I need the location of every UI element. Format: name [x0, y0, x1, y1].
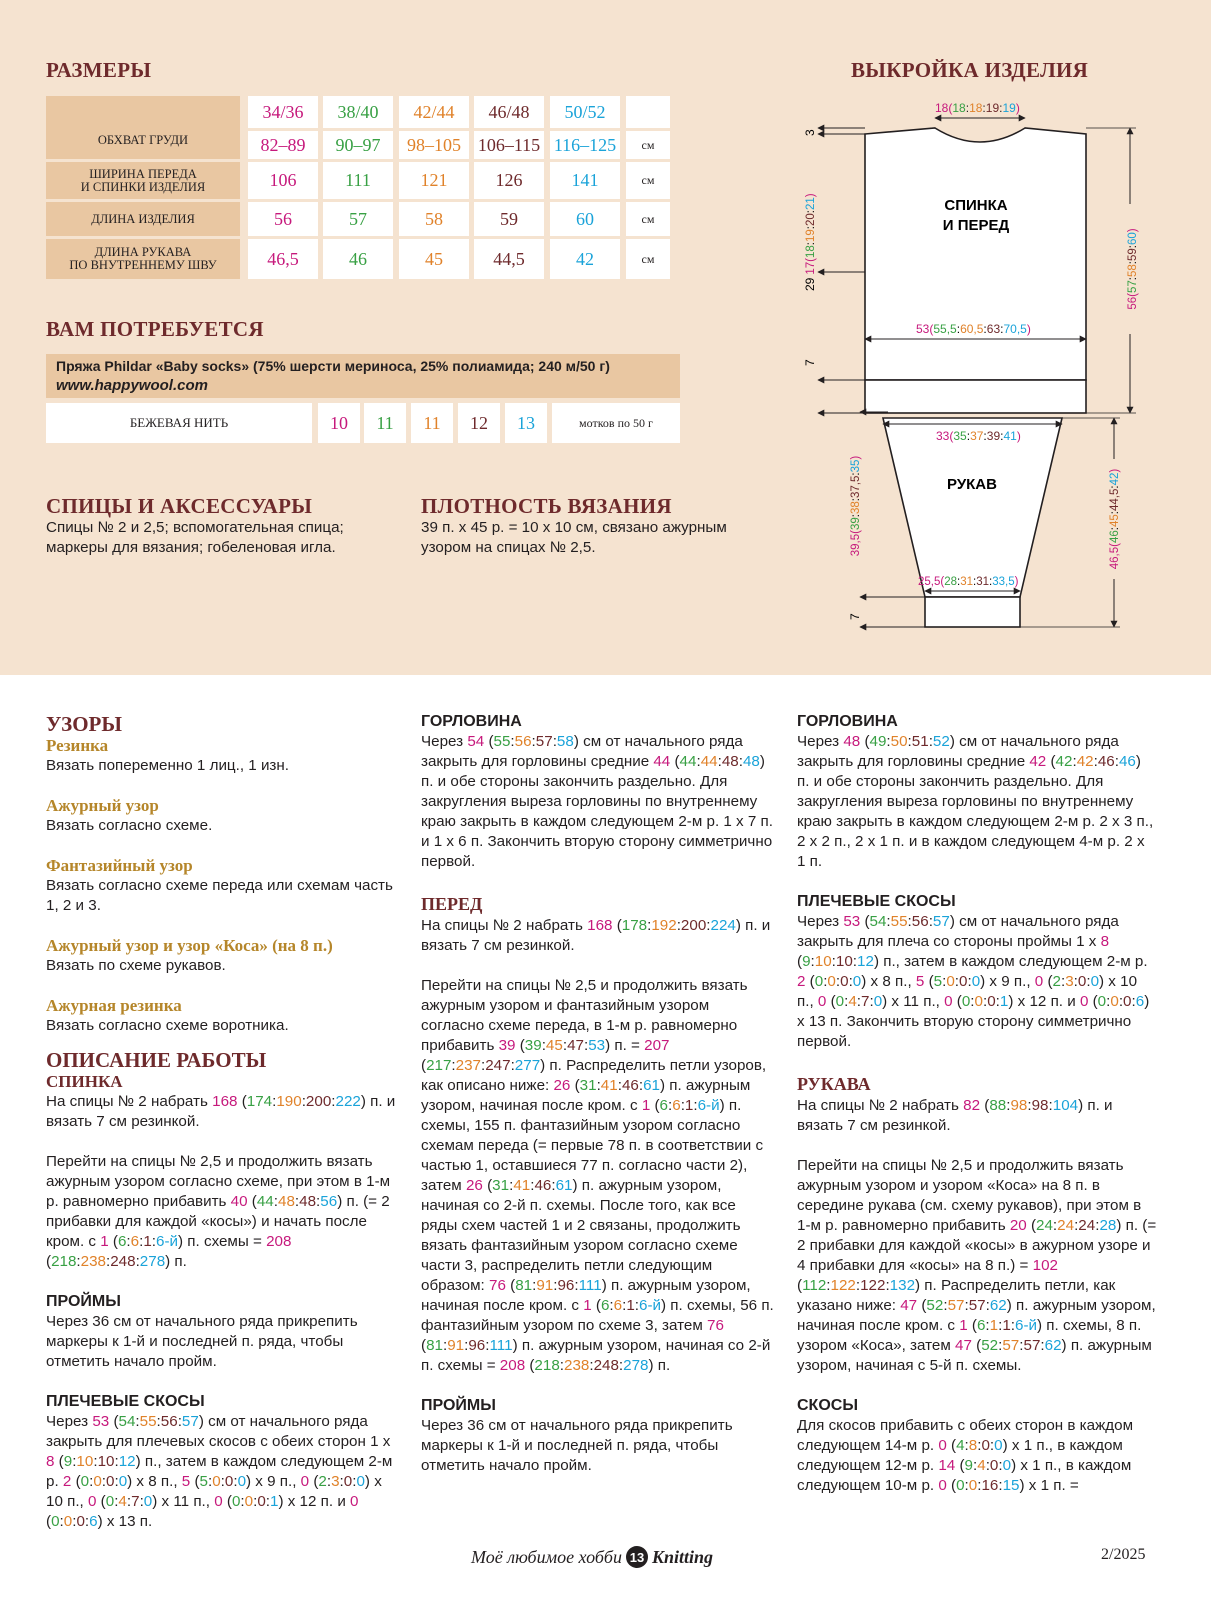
pattern-name: Ажурный узор и узор «Коса» (на 8 п.) — [46, 936, 333, 955]
materials-title: ВАМ ПОТРЕБУЕТСЯ — [46, 317, 264, 341]
pattern-title: ВЫКРОЙКА ИЗДЕЛИЯ — [851, 58, 1089, 82]
width-value: 111 — [323, 162, 393, 199]
part-name: СКОСЫ — [797, 1397, 858, 1414]
chest-value: 98–105 — [399, 131, 469, 159]
size-label: 38/40 — [323, 96, 393, 128]
instruction-text: Вязать согласно схеме воротника. — [46, 1017, 289, 1034]
pattern-name: Ажурный узор — [46, 796, 159, 815]
section-name: Knitting — [651, 1546, 714, 1567]
yarn-site: www.happywool.com — [56, 377, 208, 394]
skein-count: 11 — [364, 403, 406, 443]
part-name: ПЛЕЧЕВЫЕ СКОСЫ — [46, 1393, 205, 1410]
part-name: ГОРЛОВИНА — [421, 713, 522, 730]
width-unit: см — [626, 162, 670, 199]
sleeve-value: 45 — [399, 239, 469, 279]
issue-number: 2/2025 — [1101, 1546, 1146, 1563]
sleeve-outline — [883, 418, 1062, 597]
size-label: 42/44 — [399, 96, 469, 128]
width-value: 106 — [248, 162, 318, 199]
size-label-blank — [626, 96, 670, 128]
row-label-sleeve-box — [46, 239, 240, 279]
column-1 — [46, 712, 396, 1532]
instruction-text: На спицы № 2 набрать 168 (174:190:200:222) п. и вязать 7 см резинкой. — [46, 1093, 396, 1130]
color-label: БЕЖЕВАЯ НИТЬ — [46, 403, 312, 443]
length-value: 59 — [474, 202, 544, 236]
width-value: 121 — [399, 162, 469, 199]
chest-value: 82–89 — [248, 131, 318, 159]
part-name: ГОРЛОВИНА — [797, 713, 898, 730]
neck-depth-label: 3 — [803, 129, 817, 136]
page-number: 13 — [626, 1546, 648, 1568]
part-name: ПРОЙМЫ — [46, 1293, 121, 1310]
instruction-text: Через 48 (49:50:51:52) см от начального ряда закрыть для горловины средние 42 (42:42:46:46) п. и обе стороны закончить раздельно. Для закругления выреза горловины по внутреннему краю закрыть в каждом следующем 2-м р. 2 х 3 п., 2 х 2 п., 2 х 1 п. и в каждом следующем 4-м р. 2 х 1 п. — [797, 733, 1154, 870]
instruction-text: Вязать согласно схеме переда или схемам часть 1, 2 и 3. — [46, 877, 393, 914]
instruction-text: Вязать по схеме рукавов. — [46, 957, 226, 974]
sleeve-value: 46 — [323, 239, 393, 279]
row-label-width-1: ШИРИНА ПЕРЕДА — [89, 166, 197, 181]
gauge-title: ПЛОТНОСТЬ ВЯЗАНИЯ — [421, 494, 672, 518]
instruction-text: Через 36 см от начального ряда прикрепить маркеры к 1-й и последней п. ряда, чтобы отметить начало пройм. — [421, 1417, 733, 1474]
length-unit: см — [626, 202, 670, 236]
pattern-schematic — [790, 94, 1170, 644]
section-heading: ОПИСАНИЕ РАБОТЫ — [46, 1048, 267, 1072]
sizes-label-header — [46, 96, 240, 159]
width-value: 126 — [474, 162, 544, 199]
skein-count: 10 — [318, 403, 360, 443]
row-label-width-2: И СПИНКИ ИЗДЕЛИЯ — [80, 179, 206, 194]
chest-unit: см — [626, 131, 670, 159]
row-label-length-box — [46, 202, 240, 236]
body-label-2: И ПЕРЕД — [942, 217, 1010, 234]
column-2 — [421, 712, 776, 1476]
body-outline — [865, 128, 1086, 380]
instruction-text: Через 54 (55:56:57:58) см от начального ряда закрыть для горловины средние 44 (44:44:48:48) п. и обе стороны закончить раздельно. Для закругления выреза горловины по внутреннему краю закрыть в каждом следующем 2-м р. 1 х 7 п. и 1 х 6 п. Закончить вторую сторону симметрично первой. — [421, 733, 773, 870]
size-label: 50/52 — [550, 96, 620, 128]
gauge-line: узором на спицах № 2,5. — [421, 539, 596, 556]
yarn-text: Пряжа Phildar «Baby socks» (75% шерсти мериноса, 25% полиамида; 240 м/50 г) — [56, 358, 610, 374]
armhole-label: 17(18:19:20:21) — [805, 193, 817, 275]
skein-count: 12 — [458, 403, 500, 443]
part-name: ПРОЙМЫ — [421, 1397, 496, 1414]
magazine-name: Моё любимое хобби — [471, 1546, 622, 1567]
gauge-line: 39 п. х 45 р. = 10 х 10 см, связано ажурным — [421, 519, 727, 536]
row-label-chest: ОБХВАТ ГРУДИ — [97, 133, 189, 147]
instruction-text: Перейти на спицы № 2,5 и продолжить вязать ажурным узором согласно схеме, при этом в 1-м р. равномерно прибавить 40 (44:48:48:56) п. (= 2 прибавки для каждой «косы») и начать после кром. с 1 (6:6:1:6-й) п. схемы = 208 (218:238:248:278) п. — [46, 1153, 391, 1270]
needles-line: маркеры для вязания; гобеленовая игла. — [46, 539, 336, 556]
pattern-name: Фантазийный узор — [46, 856, 193, 875]
sleeve-unit: см — [626, 239, 670, 279]
instruction-text: На спицы № 2 набрать 168 (178:192:200:224) п. и вязать 7 см резинкой. — [421, 917, 771, 954]
sleeve-cuff — [925, 597, 1020, 627]
sleeve-top-label: 33(35:37:39:41) — [936, 429, 1021, 443]
sleeve-value: 46,5 — [248, 239, 318, 279]
yarn-box — [46, 354, 680, 398]
body-lower-label: 29 — [803, 277, 817, 291]
needles-line: Спицы № 2 и 2,5; вспомогательная спица; — [46, 519, 344, 536]
pattern-name: Резинка — [46, 736, 109, 755]
row-label-width-box — [46, 162, 240, 199]
row-label-sleeve-2: ПО ВНУТРЕННЕМУ ШВУ — [69, 258, 217, 272]
section-heading: ПЕРЕД — [421, 894, 483, 914]
sleeve-rib-label: 7 — [848, 613, 862, 620]
chest-value: 90–97 — [323, 131, 393, 159]
part-name: СПИНКА — [46, 1072, 123, 1091]
gauge-text — [421, 518, 727, 558]
length-value: 56 — [248, 202, 318, 236]
chest-value: 106–115 — [474, 131, 544, 159]
sleeve-seam-label: 39,5(39:38:37,5:35) — [850, 455, 862, 557]
length-value: 57 — [323, 202, 393, 236]
sizes-title: РАЗМЕРЫ — [46, 58, 152, 82]
rib-label: 7 — [803, 359, 817, 366]
skein-count: 11 — [411, 403, 453, 443]
size-label: 46/48 — [474, 96, 544, 128]
length-value: 60 — [550, 202, 620, 236]
row-label-length: ДЛИНА ИЗДЕЛИЯ — [91, 211, 195, 226]
row-label-sleeve-1: ДЛИНА РУКАВА — [94, 245, 192, 259]
body-length-label: 56(57:58:59:60) — [1127, 228, 1139, 310]
length-value: 58 — [399, 202, 469, 236]
instruction-text: Перейти на спицы № 2,5 и продолжить вязать ажурным узором и фантазийным узором согласно схеме переда, в 1-м р. равномерно прибавить 39 (39:45:47:53) п. = 207 (217:237:247:277) п. Распределить петли узоров, как описано ниже: 26 (31:41:46:61) п. ажурным узором, начиная после кром. с 1 (6:6:1:6-й) п. схемы, 155 п. фантазийным узором согласно схемам переда (= первые 78 п. в соответствии с частью 1, оставшиеся 77 п. согласно части 2), затем 26 (31:41:46:61) п. ажурным узором, начиная со 2-й п. схемы. После того, как все ряды схем частей 1 и 2 связаны, продолжить вязать фантазийным узором согласно схеме части 3, распределить петли следующим образом: 76 (81:91:96:111) п. ажурным узором, начиная после кром. с 1 (6:6:1:6-й) п. схемы, 56 п. фантазийным узором по схеме 3, затем 76 (81:91:96:111) п. ажурным узором, начиная со 2-й п. схемы = 208 (218:238:248:278) п. — [421, 977, 774, 1374]
body-rib — [865, 380, 1086, 413]
needles-title: СПИЦЫ И АКСЕССУАРЫ — [46, 494, 313, 518]
instruction-text: Вязать согласно схеме. — [46, 817, 213, 834]
column-3 — [797, 712, 1157, 1496]
neck-width-label: 18(18:18:19:19) — [935, 101, 1020, 115]
instruction-text: На спицы № 2 набрать 82 (88:98:98:104) п. и вязать 7 см резинкой. — [797, 1097, 1113, 1134]
instruction-text: Через 36 см от начального ряда прикрепить маркеры к 1-й и последней п. ряда, чтобы отметить начало пройм. — [46, 1313, 358, 1370]
section-heading: РУКАВА — [797, 1074, 871, 1094]
pattern-name: Ажурная резинка — [46, 996, 182, 1015]
width-value: 141 — [550, 162, 620, 199]
chest-value: 116–125 — [550, 131, 620, 159]
part-name: ПЛЕЧЕВЫЕ СКОСЫ — [797, 893, 956, 910]
instruction-text: Перейти на спицы № 2,5 и продолжить вязать ажурным узором и узором «Коса» на 8 п. в середине рукава (см. схему рукавов), при этом в 1-м р. равномерно прибавить 20 (24:24:24:28) п. (= 2 прибавки для каждой «косы» в ажурном узоре и 4 прибавки для «косы» на 8 п.) = 102 (112:122:122:132) п. Распределить петли, как указано ниже: 47 (52:57:57:62) п. ажурным узором, начиная после кром. с 1 (6:1:1:6-й) п. схемы, 8 п. узором «Коса», затем 47 (52:57:57:62) п. ажурным узором, начиная с 5-й п. схемы. — [797, 1157, 1157, 1374]
sleeve-label: РУКАВ — [947, 476, 997, 493]
sleeve-value: 44,5 — [474, 239, 544, 279]
instruction-text: Через 53 (54:55:56:57) см от начального ряда закрыть для плеча со стороны проймы 1 х 8 (9:10:10:12) п., затем в каждом следующем 2-м р. 2 (0:0:0:0) х 8 п., 5 (5:0:0:0) х 9 п., 0 (2:3:0:0) х 10 п., 0 (0:4:7:0) х 11 п., 0 (0:0:0:1) х 12 п. и 0 (0:0:0:6) х 13 п. Закончить вторую сторону симметрично первой. — [797, 913, 1150, 1050]
sleeve-cuff-label: 25,5(28:31:31:33,5) — [918, 576, 1019, 588]
instruction-text: Для скосов прибавить с обеих сторон в каждом следующем 14-м р. 0 (4:8:0:0) х 1 п., в каждом следующем 12-м р. 14 (9:4:0:0) х 1 п., в каждом следующем 10-м р. 0 (0:0:16:15) х 1 п. = — [797, 1417, 1134, 1494]
footer — [471, 1546, 713, 1568]
section-heading: УЗОРЫ — [46, 712, 123, 736]
size-label: 34/36 — [248, 96, 318, 128]
instruction-text: Через 53 (54:55:56:57) см от начального ряда закрыть для плечевых скосов с обеих сторон 1 х 8 (9:10:10:12) п., затем в каждом следующем 2-м р. 2 (0:0:0:0) х 8 п., 5 (5:0:0:0) х 9 п., 0 (2:3:0:0) х 10 п., 0 (0:4:7:0) х 11 п., 0 (0:0:0:1) х 12 п. и 0 (0:0:0:6) х 13 п. — [46, 1413, 393, 1530]
instruction-text: Вязать попеременно 1 лиц., 1 изн. — [46, 757, 289, 774]
skein-count: 13 — [505, 403, 547, 443]
body-label-1: СПИНКА — [944, 197, 1008, 214]
skein-unit: мотков по 50 г — [552, 403, 680, 443]
needles-text — [46, 518, 344, 558]
sleeve-length-label: 46,5(46:45:44,5:42) — [1109, 468, 1121, 570]
sleeve-value: 42 — [550, 239, 620, 279]
half-width-label: 53(55,5:60,5:63:70,5) — [916, 322, 1031, 336]
